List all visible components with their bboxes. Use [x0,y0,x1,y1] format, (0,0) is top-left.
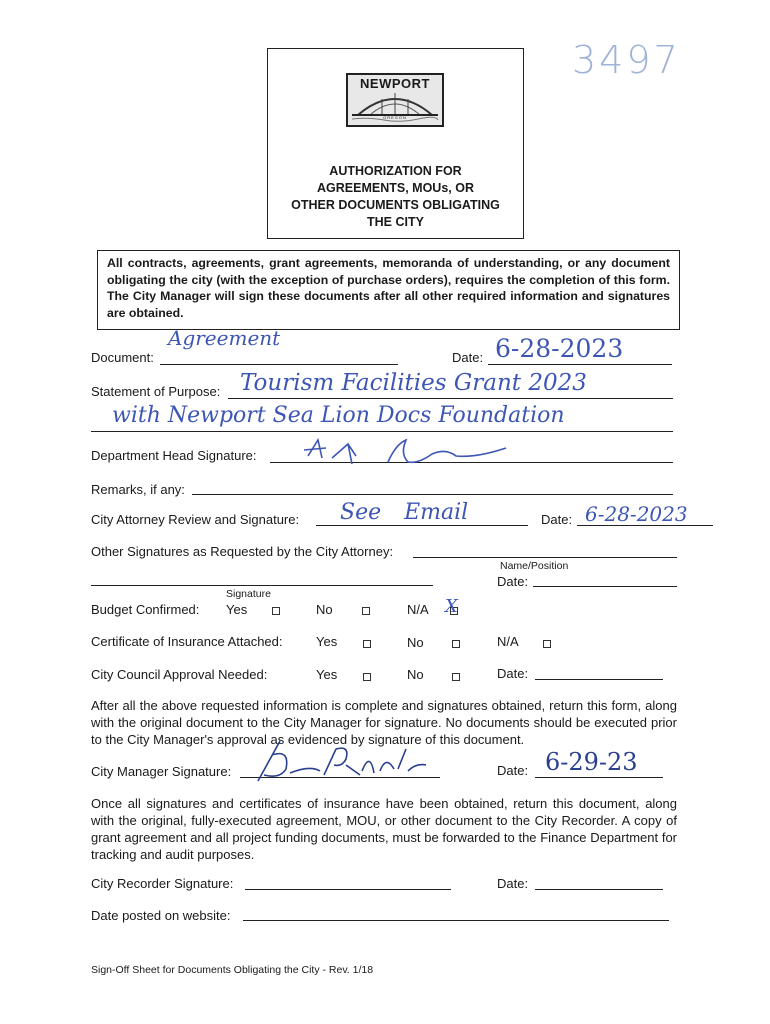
budget-na-mark: X [445,596,458,617]
insurance-yes-label: Yes [316,634,338,649]
budget-yes-label: Yes [226,602,248,617]
document-field[interactable] [160,364,398,365]
attorney-field[interactable] [316,525,528,526]
budget-no-label: No [316,602,333,617]
cm-date-label: Date: [497,763,529,778]
purpose-field[interactable] [228,398,673,399]
council-yes-label: Yes [316,667,338,682]
recorder-date-field[interactable] [535,889,663,890]
purpose-value-2: with Newport Sea Lion Docs Foundation [112,403,565,428]
other-date-label: Date: [497,574,529,589]
dept-head-label: Department Head Signature: [91,448,257,463]
attorney-value: See Email [340,500,469,525]
date-value: 6-28-2023 [495,334,624,363]
insurance-yes-checkbox[interactable] [363,640,371,648]
notice-text: All contracts, agreements, grant agreements, memoranda of understanding, or any document obligating the city (with the exception of purchase orders), requires the completion of this form. The City Manager will sign these documents after all other required information and signatures are obtained. [107,256,670,320]
budget-na-label: N/A [407,602,429,617]
recorder-label: City Recorder Signature: [91,876,234,891]
attorney-date-label: Date: [541,512,573,527]
cm-date-field[interactable] [535,777,663,778]
notice-box [97,250,680,330]
header-title-line: AGREEMENTS, MOUs, OR [317,181,474,195]
logo-sub: OREGON [383,115,407,120]
council-no-checkbox[interactable] [452,673,460,681]
header-title-line: OTHER DOCUMENTS OBLIGATING [291,198,500,212]
footer-text: Sign-Off Sheet for Documents Obligating the City - Rev. 1/18 [91,964,374,976]
header-title [268,163,523,231]
document-label: Document: [91,350,154,365]
recorder-signature-field[interactable] [245,889,451,890]
cm-date-value: 6-29-23 [545,748,638,776]
budget-label: Budget Confirmed: [91,602,200,617]
remarks-field[interactable] [192,494,673,495]
city-logo [346,73,444,127]
purpose-field-2[interactable] [91,431,673,432]
posted-field[interactable] [243,920,669,921]
stamp-number: 3497 [572,38,681,82]
council-label: City Council Approval Needed: [91,667,268,682]
budget-yes-checkbox[interactable] [272,607,280,615]
date-field[interactable] [488,364,672,365]
other-sig-label: Other Signatures as Requested by the City Attorney: [91,544,394,559]
insurance-label: Certificate of Insurance Attached: [91,634,283,649]
header-box [267,48,524,239]
instructions-paragraph-2: Once all signatures and certificates of insurance have been obtained, return this document, along with the original, fully-executed agreement, MOU, or other document to the City Recorder. A copy of grant agreement and all project funding documents, must be forwarded to the Finance Department for tracking and audit purposes. [91,796,677,862]
document-value: Agreement [168,326,281,350]
council-no-label: No [407,667,424,682]
other-sig-field[interactable] [413,557,677,558]
remarks-label: Remarks, if any: [91,482,185,497]
insurance-na-label: N/A [497,634,519,649]
attorney-label: City Attorney Review and Signature: [91,512,300,527]
purpose-value-1: Tourism Facilities Grant 2023 [240,370,587,396]
budget-no-checkbox[interactable] [362,607,370,615]
council-date-field[interactable] [535,679,663,680]
cm-label: City Manager Signature: [91,764,232,779]
purpose-label: Statement of Purpose: [91,384,221,399]
insurance-no-checkbox[interactable] [452,640,460,648]
dept-head-signature [296,434,526,470]
instructions-paragraph-1: After all the above requested information is complete and signatures obtained, return this form, along with the original document to the City Manager for signature. No documents should be executed prior to the City Manager's approval as evidenced by signature of this document. [91,698,677,747]
other-sig-signature-field[interactable] [91,585,433,586]
header-title-line: AUTHORIZATION FOR [329,164,462,178]
signature-caption: Signature [226,588,271,600]
cm-signature [250,735,440,785]
attorney-date-value: 6-28-2023 [585,502,688,526]
header-title-line: THE CITY [367,215,424,229]
insurance-no-label: No [407,635,424,650]
logo-name: NEWPORT [360,76,430,91]
posted-label: Date posted on website: [91,908,231,923]
other-date-field[interactable] [533,586,677,587]
council-yes-checkbox[interactable] [363,673,371,681]
council-date-label: Date: [497,666,529,681]
date-label: Date: [452,350,484,365]
name-position-caption: Name/Position [500,560,569,572]
recorder-date-label: Date: [497,876,529,891]
insurance-na-checkbox[interactable] [543,640,551,648]
